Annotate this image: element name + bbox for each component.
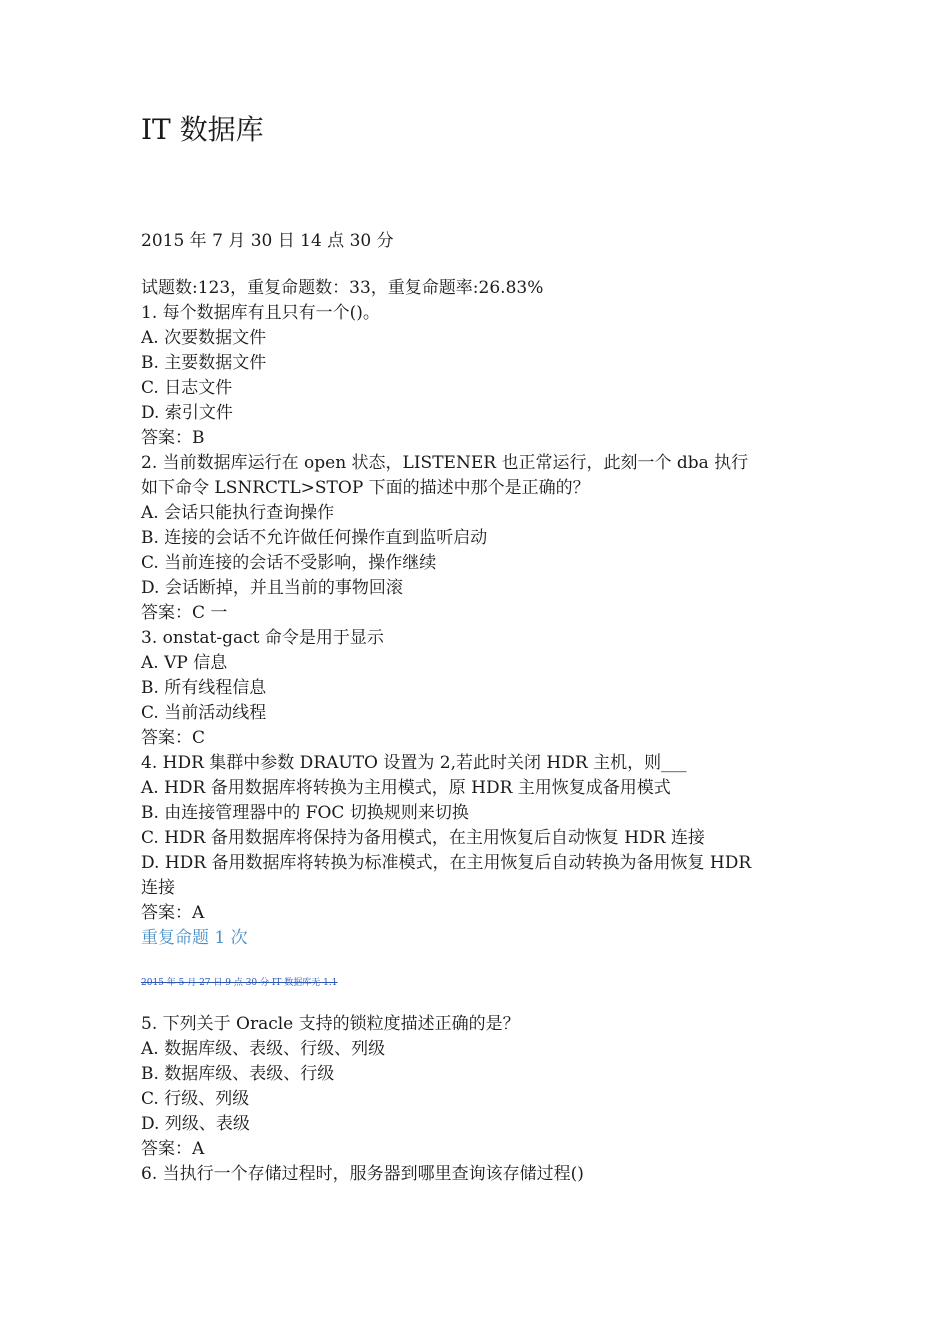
option-a: A. 次要数据文件 <box>141 328 267 348</box>
answer: 答案：C 一 <box>141 603 228 623</box>
answer: 答案：B <box>141 428 205 448</box>
option-c: C. 日志文件 <box>141 378 233 398</box>
question-4 <box>141 751 801 1012</box>
answer: 答案：A <box>141 903 205 923</box>
option-b: B. 由连接管理器中的 FOC 切换规则来切换 <box>141 803 469 823</box>
question-5 <box>141 1012 801 1162</box>
question-stem: 6. 当执行一个存储过程时，服务器到哪里查询该存储过程() <box>141 1164 584 1184</box>
option-d: D. 索引文件 <box>141 403 233 423</box>
option-a: A. 会话只能执行查询操作 <box>141 503 335 523</box>
answer: 答案：A <box>141 1139 205 1159</box>
option-d-continued: 连接 <box>141 878 175 898</box>
option-c: C. 行级、列级 <box>141 1089 250 1109</box>
question-2 <box>141 451 801 626</box>
question-stem: 1. 每个数据库有且只有一个()。 <box>141 303 380 323</box>
option-d: D. 列级、表级 <box>141 1114 250 1134</box>
repeat-source-link[interactable]: 2015 年 5 月 27 日 9 点 30 分 IT 数据库无 1.1 <box>141 978 338 988</box>
option-a: A. HDR 备用数据库将转换为主用模式，原 HDR 主用恢复成备用模式 <box>141 778 671 798</box>
option-b: B. 连接的会话不允许做任何操作直到监听启动 <box>141 528 488 548</box>
option-d: D. 会话断掉，并且当前的事物回滚 <box>141 578 403 598</box>
question-3 <box>141 626 801 751</box>
repeat-count-label: 重复命题 1 次 <box>141 928 248 948</box>
question-stem: 4. HDR 集群中参数 DRAUTO 设置为 2,若此时关闭 HDR 主机，则___ <box>141 753 687 773</box>
option-a: A. 数据库级、表级、行级、列级 <box>141 1039 386 1059</box>
question-stem: 3. onstat-gact 命令是用于显示 <box>141 628 384 648</box>
option-c: C. 当前活动线程 <box>141 703 267 723</box>
option-b: B. 主要数据文件 <box>141 353 267 373</box>
question-stem: 5. 下列关于 Oracle 支持的锁粒度描述正确的是？ <box>141 1014 520 1034</box>
option-c: C. 当前连接的会话不受影响，操作继续 <box>141 553 437 573</box>
spacer <box>141 989 801 1012</box>
question-1 <box>141 301 801 451</box>
answer: 答案：C <box>141 728 206 748</box>
question-list <box>141 276 801 1187</box>
option-d: D. HDR 备用数据库将转换为标准模式，在主用恢复后自动转换为备用恢复 HDR <box>141 853 752 873</box>
option-b: B. 所有线程信息 <box>141 678 267 698</box>
option-b: B. 数据库级、表级、行级 <box>141 1064 335 1084</box>
question-6 <box>141 1162 801 1187</box>
exam-stats: 试题数:123，重复命题数：33，重复命题率:26.83% <box>141 278 544 298</box>
spacer <box>141 951 801 977</box>
question-stem-continued: 如下命令 LSNRCTL>STOP 下面的描述中那个是正确的？ <box>141 478 590 498</box>
page-title: IT 数据库 <box>141 113 264 146</box>
question-stem: 2. 当前数据库运行在 open 状态，LISTENER 也正常运行，此刻一个 dba 执行 <box>141 453 749 473</box>
option-c: C. HDR 备用数据库将保持为备用模式，在主用恢复后自动恢复 HDR 连接 <box>141 828 705 848</box>
exam-datetime: 2015 年 7 月 30 日 14 点 30 分 <box>141 231 394 251</box>
option-a: A. VP 信息 <box>141 653 228 673</box>
